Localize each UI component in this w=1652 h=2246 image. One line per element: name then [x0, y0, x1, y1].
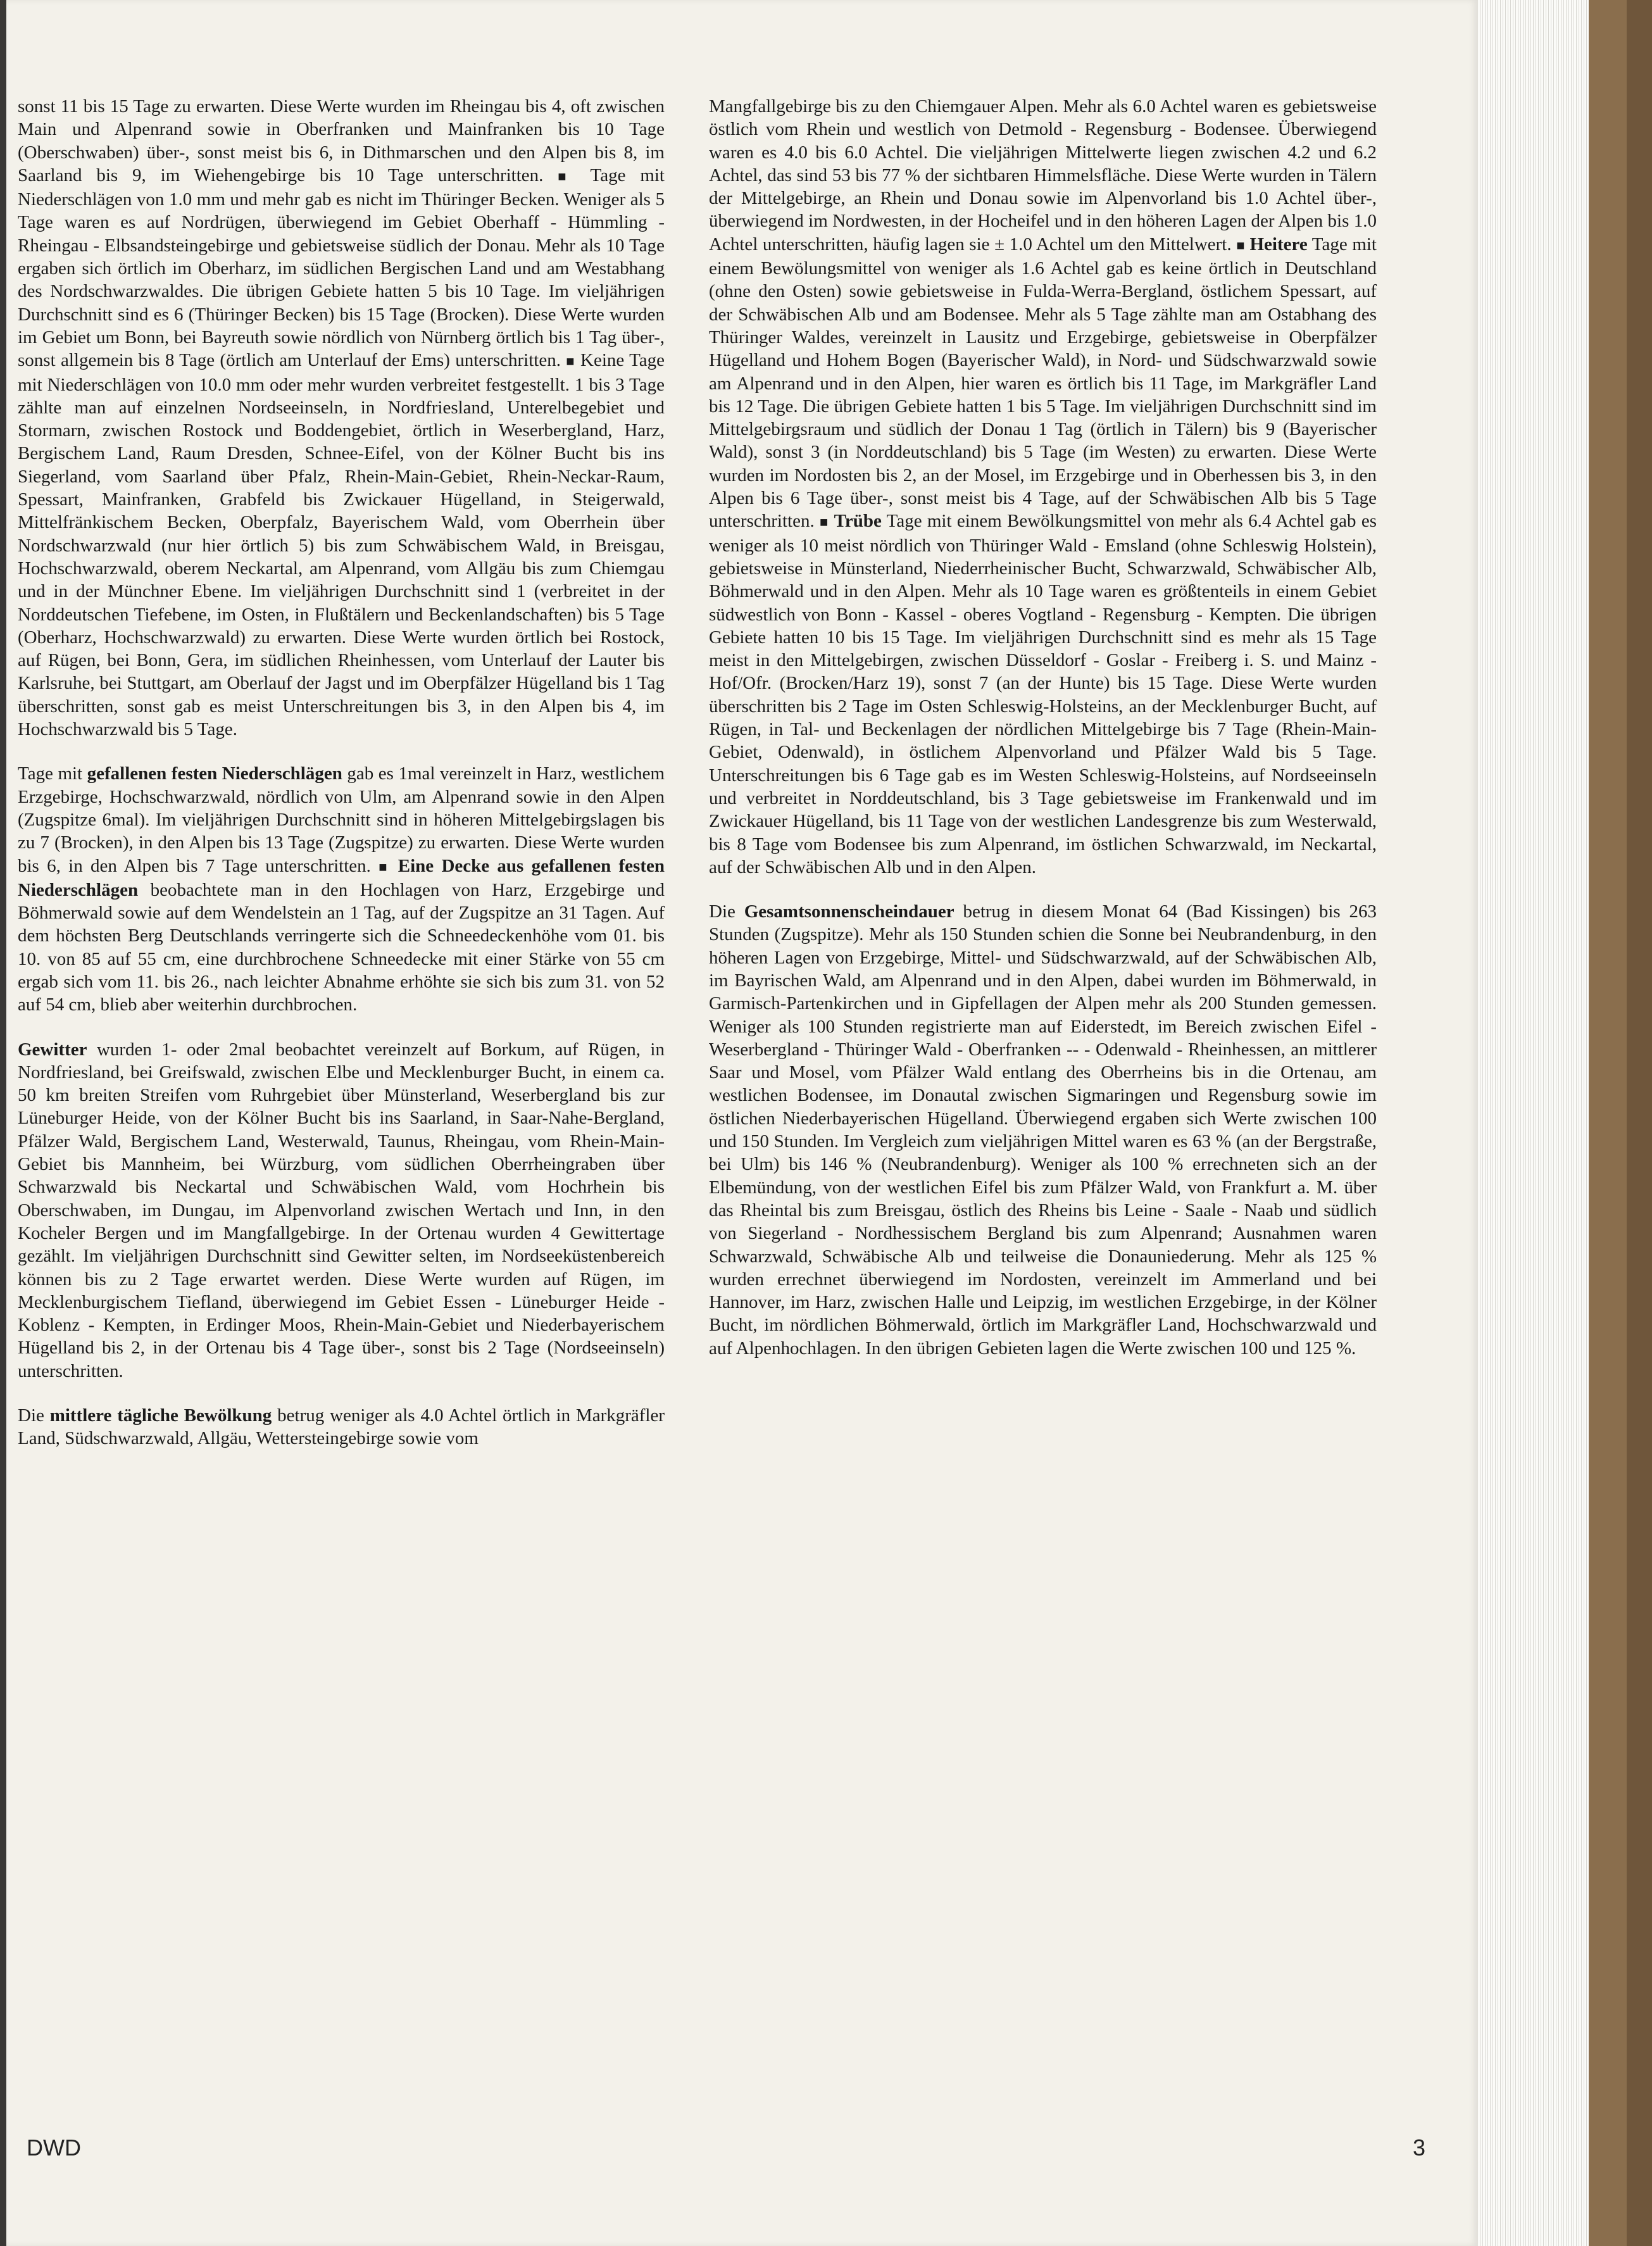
text-run: betrug weniger als 4.0 Achtel örtlich in Markgräfler Land, Südschwarzwald, Allgäu, Wettersteingebirge sowie vom: [18, 1405, 665, 1449]
bold-lead-term: Heitere: [1249, 234, 1308, 254]
paragraph: [18, 1038, 665, 1383]
paragraph: [18, 1404, 665, 1450]
right-text-column: [709, 95, 1377, 1381]
footer-page-number: 3: [1413, 2135, 1426, 2161]
square-bullet-icon: ■: [558, 168, 577, 184]
paragraph: [18, 95, 665, 741]
text-run: Die: [709, 901, 744, 922]
square-bullet-icon: ■: [379, 858, 391, 875]
square-bullet-icon: ■: [566, 353, 575, 370]
footer-publisher: DWD: [27, 2135, 81, 2161]
left-text-column: [18, 95, 665, 1472]
text-run: beobachtete man in den Hochlagen von Harz, Erzgebirge und Böhmerwald sowie auf dem Wendelstein an 1 Tag, auf der Zugspitze an 31 Tagen. Auf dem höchsten Berg Deutschlands verringerte sich die Schneedeckenhöhe vom 01. bis 10. von 85 auf 55 cm, eine durchbrochene Schneedecke mit einer Stärke von 55 cm ergab sich vom 11. bis 26., nach leichter Abnahme erhöhte sie sich bis zum 31. von 52 auf 54 cm, blieb aber weiterhin durchbrochen.: [18, 879, 665, 1015]
text-run: [829, 511, 834, 531]
square-bullet-icon: ■: [820, 514, 829, 530]
text-run: sonst 11 bis 15 Tage zu erwarten. Diese Werte wurden im Rheingau bis 4, oft zwischen Main und Alpenrand sowie in Oberfranken und Mainfranken bis 10 Tage (Oberschwaben) über-, sonst meist bis 6, in Dithmarschen und den Alpen bis 8, im Saarland bis 9, im Wiehengebirge bis 10 Tage unterschritten.: [18, 96, 665, 185]
document-page: [6, 0, 1478, 2246]
text-run: [391, 856, 398, 876]
text-run: Tage mit einem Bewölkungsmittel von mehr als 6.4 Achtel gab es weniger als 10 meist nördlich von Thüringer Wald - Emsland (ohne Schleswig Holstein), gebietsweise in Münsterland, Niederrheinischer Bucht, Schwarzwald, Schwäbischer Alb, Böhmerwald und in den Alpen. Mehr als 10 Tage waren es größtenteils in einem Gebiet südwestlich von Bonn - Kassel - oberes Vogtland - Regensburg - Kempten. Die übrigen Gebiete hatten 10 bis 15 Tage. Im vieljährigen Durchschnitt sind es mehr als 15 Tage meist in den Mittelgebirgen, zwischen Düsseldorf - Goslar - Freiberg i. S. und Mainz - Hof/Ofr. (Brocken/Harz 19), sonst 7 (an der Hunte) bis 15 Tage. Diese Werte wurden überschritten bis 2 Tage im Osten Schleswig-Holsteins, an der Mecklenburger Bucht, auf Rügen, in Tal- und Beckenlagen der nördlichen Mittelgebirge bis 7 Tage (Rhein-Main-Gebiet, Odenwald), in östlichem Alpenvorland und Pfälzer Wald bis 5 Tage. Unterschreitungen bis 6 Tage gab es im Westen Schleswig-Holsteins, auf Nordseeinseln und verbreitet in Norddeutschland, bis 3 Tage gebietsweise im Frankenwald und im Zwickauer Hügelland, bis 11 Tage von der westlichen Landesgrenze bis zum Westerwald, bis 8 Tage vom Bodensee bis zum Alpenrand, im östlichen Schwarzwald, im Neckartal, auf der Schwäbischen Alb und in den Alpen.: [709, 511, 1377, 877]
text-run: gab es 1mal vereinzelt in Harz, westlichem Erzgebirge, Hochschwarzwald, nördlich von Ulm, am Alpenrand sowie in den Alpen (Zugspitze 6mal). Im vieljährigen Durchschnitt sind in höheren Mittelgebirgslagen bis zu 7 (Brocken), in den Alpen bis 13 Tage (Zugspitze) zu erwarten. Diese Werte wurden bis 6, in den Alpen bis 7 Tage unterschritten.: [18, 763, 665, 876]
paragraph: [709, 95, 1377, 879]
text-run: Tage mit einem Bewölungsmittel von weniger als 1.6 Achtel gab es keine örtlich in Deutschland (ohne den Osten) sowie gebietsweise in Fulda-Werra-Bergland, östlichem Spessart, auf der Schwäbischen Alb und am Bodensee. Mehr als 5 Tage zählte man am Ostabhang des Thüringer Waldes, vereinzelt in Lausitz und Erzgebirge, gebietsweise in Oberpfälzer Hügelland und Hohem Bogen (Bayerischer Wald), in Nord- und Südschwarzwald sowie am Alpenrand und in den Alpen, hier waren es örtlich bis 11 Tage, im Markgräfler Land bis 12 Tage. Die übrigen Gebiete hatten 1 bis 5 Tage. Im vieljährigen Durchschnitt sind im Mittelgebirgsraum und südlich der Donau 1 Tag (örtlich in Tälern) bis 9 (Bayerischer Wald), sonst 3 (in Norddeutschland) bis 5 Tage (im Westen) zu erwarten. Diese Werte wurden im Nordosten bis 2, an der Mosel, im Erzgebirge und in Oberhessen bis 3, in den Alpen bis 6 Tage über-, sonst meist bis 4 Tage, auf der Schwäbischen Alb bis 5 Tage unterschritten.: [709, 234, 1377, 532]
square-bullet-icon: ■: [1236, 237, 1245, 253]
text-run: Mangfallgebirge bis zu den Chiemgauer Alpen. Mehr als 6.0 Achtel waren es gebietsweise östlich vom Rhein und westlich von Detmold - Regensburg - Bodensee. Überwiegend waren es 4.0 bis 6.0 Achtel. Die vieljährigen Mittelwerte liegen zwischen 4.2 und 6.2 Achtel, das sind 53 bis 77 % der sichtbaren Himmelsfläche. Diese Werte wurden in Tälern der Mittelgebirge, an Rhein und Donau sowie im Alpenvorland bis 1.0 Achtel über-, überwiegend im Nordwesten, in der Hocheifel und in den höheren Lagen der Alpen bis 1.0 Achtel unterschritten, häufig lagen sie ± 1.0 Achtel um den Mittelwert.: [709, 96, 1377, 254]
bold-lead-term: gefallenen festen Niederschlägen: [87, 763, 342, 784]
text-run: Die: [18, 1405, 50, 1426]
bold-lead-term: Gewitter: [18, 1039, 87, 1060]
text-run: Tage mit: [18, 763, 87, 784]
bold-lead-term: Eine Decke aus gefallenen festen Niederschlägen: [18, 855, 665, 900]
text-run: Keine Tage mit Niederschlägen von 10.0 mm oder mehr wurden verbreitet festgestellt. 1 bis 3 Tage zählte man auf einzelnen Nordseeinseln, in Nordfriesland, Unterelbegebiet und Stormarn, zwischen Rostock und Boddengebiet, örtlich in Weserbergland, Harz, Bergischem Land, Raum Dresden, Schnee-Eifel, von der Kölner Bucht bis ins Siegerland, vom Saarland über Pfalz, Rhein-Main-Gebiet, Rhein-Neckar-Raum, Spessart, Mainfranken, Grabfeld bis Zwickauer Hügelland, in Steigerwald, Mittelfränkischem Becken, Oberpfalz, Bayerischem Wald, vom Oberrhein über Nordschwarzwald (nur hier örtlich 5) bis zum Schwäbischem Wald, in Breisgau, Hochschwarzwald, oberem Neckartal, am Alpenrand, vom Allgäu bis zum Chiemgau und in der Münchner Ebene. Im vieljährigen Durchschnitt sind 1 (verbreitet in der Norddeutschen Tiefebene, im Osten, in Flußtälern und Beckenlandschaften) bis 5 Tage (Oberharz, Hochschwarzwald) zu erwarten. Diese Werte wurden örtlich bei Rostock, auf Rügen, bei Bonn, Gera, im südlichen Rheinhessen, vom Unterlauf der Lauter bis Karlsruhe, bei Stuttgart, am Oberlauf der Jagst und im Oberpfälzer Hügelland bis 1 Tag überschritten, sonst gab es meist Unterschreitungen bis 3, in den Alpen bis 4, im Hochschwarzwald bis 5 Tage.: [18, 350, 665, 740]
paragraph: [709, 900, 1377, 1360]
book-cover-edge: [1627, 0, 1652, 2246]
text-run: Tage mit Niederschlägen von 1.0 mm und mehr gab es nicht im Thüringer Becken. Weniger als 5 Tage waren es auf Nordrügen, überwiegend im Gebiet Oberhaff - Hümmling - Rheingau - Elbsandsteingebirge und gebietsweise südlich der Donau. Mehr als 10 Tage ergaben sich örtlich im Oberharz, im südlichen Bergischen Land und am Westabhang des Nordschwarzwaldes. Die übrigen Gebiete hatten 5 bis 10 Tage. Im vieljährigen Durchschnitt sind es 6 (Thüringer Becken) bis 15 Tage (Brocken). Diese Werte wurden im Gebiet um Bonn, bei Bayreuth sowie nördlich von Nürnberg örtlich bis 1 Tag über-, sonst allgemein bis 8 Tage (örtlich am Unterlauf der Ems) unterschritten.: [18, 165, 665, 371]
bold-lead-term: Gesamtsonnenscheindauer: [744, 901, 954, 922]
bold-lead-term: mittlere tägliche Bewölkung: [49, 1405, 272, 1426]
text-run: betrug in diesem Monat 64 (Bad Kissingen) bis 263 Stunden (Zugspitze). Mehr als 150 Stunden schien die Sonne bei Neubrandenburg, in den höheren Lagen von Erzgebirge, Mittel- und Südschwarzwald, auf der Schwäbischen Alb, im Bayrischen Wald, am Alpenrand und in den Alpen, dabei wurden im Böhmerwald, in Garmisch-Partenkirchen und in Gipfellagen der Alpen mehr als 200 Stunden gemessen. Weniger als 100 Stunden registrierte man auf Eiderstedt, im Bereich zwischen Eifel - Weserbergland - Thüringer Wald - Oberfranken -- - Odenwald - Rheinhessen, an mittlerer Saar und Mosel, vom Pfälzer Wald entlang des Oberrheins bis in die Ortenau, am westlichen Bodensee, im Donautal zwischen Sigmaringen und Regensburg sowie im östlichen Niederbayerischen Hügelland. Überwiegend ergaben sich Werte zwischen 100 und 150 Stunden. Im Vergleich zum vieljährigen Mittel waren es 63 % (an der Bergstraße, bei Ulm) bis 146 % (Neubrandenburg). Weniger als 100 % errechneten sich an der Elbemündung, von der westlichen Eifel bis zum Pfälzer Wald, von Frankfurt a. M. über das Rheintal bis zum Breisgau, östlich des Rheins bis Leine - Saale - Naab und südlich von Siegerland - Nordhessischem Bergland bis zum Alpenrand; Ausnahmen waren Schwarzwald, Schwäbische Alb und teilweise die Donauniederung. Mehr als 125 % wurden errechnet überwiegend im Nordosten, vereinzelt im Ammerland und bei Hannover, im Harz, zwischen Halle und Leipzig, im westlichen Erzgebirge, in der Kölner Bucht, im nördlichen Böhmerwald, örtlich im Markgräfler Land, Hochschwarzwald und auf Alpenhochlagen. In den übrigen Gebieten lagen die Werte zwischen 100 und 125 %.: [709, 901, 1377, 1358]
bold-lead-term: Trübe: [834, 511, 882, 532]
paragraph: [18, 762, 665, 1016]
page-stack-edges: [1478, 0, 1589, 2246]
text-run: wurden 1- oder 2mal beobachtet vereinzelt auf Borkum, auf Rügen, in Nordfriesland, bei Greifswald, zwischen Elbe und Mecklenburger Bucht, in einem ca. 50 km breiten Streifen vom Ruhrgebiet über Münsterland, Weserbergland bis zur Lüneburger Heide, von der Kölner Bucht bis ins Saarland, in Saar-Nahe-Bergland, Pfälzer Wald, Bergischem Land, Westerwald, Taunus, Rheingau, vom Rhein-Main-Gebiet bis Mannheim, bei Würzburg, vom südlichen Oberrheingraben über Schwarzwald bis Neckartal und Schwäbischen Wald, vom Hochrhein bis Oberschwaben, im Dungau, im Alpenvorland zwischen Wertach und Inn, in den Kocheler Bergen und im Mangfallgebirge. In der Ortenau wurden 4 Gewittertage gezählt. Im vieljährigen Durchschnitt sind Gewitter selten, im Nordseeküstenbereich können bis zu 2 Tage erwartet werden. Diese Werte wurden auf Rügen, im Mecklenburgischem Tiefland, überwiegend im Gebiet Essen - Lüneburger Heide - Koblenz - Kempten, in Erdinger Moos, Rhein-Main-Gebiet und Niederbayerischem Hügelland bis 2, in der Ortenau bis 4 Tage über-, sonst bis 2 Tage (Nordseeinseln) unterschritten.: [18, 1039, 665, 1381]
